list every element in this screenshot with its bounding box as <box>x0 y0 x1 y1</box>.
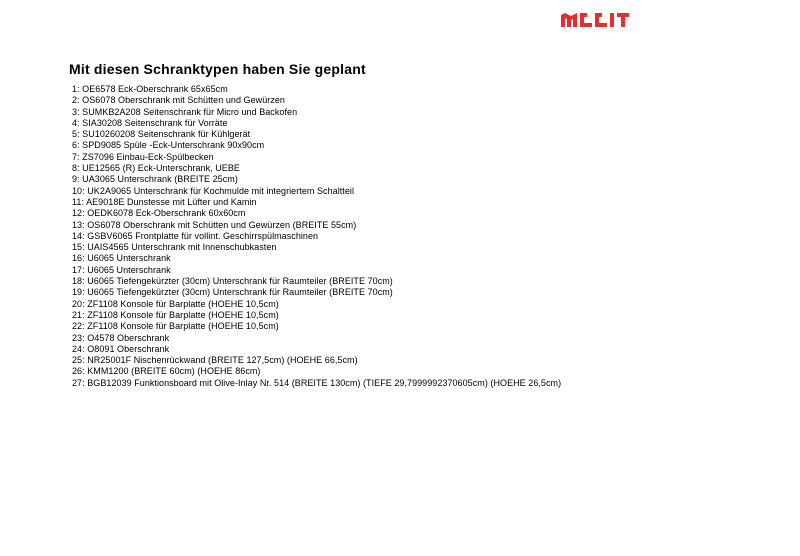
list-item <box>72 299 561 310</box>
list-item <box>72 321 561 332</box>
item-number: 12: <box>72 208 85 219</box>
item-text: UE12565 (R) Eck-Unterschrank, UEBE <box>82 163 240 174</box>
item-text: UAIS4565 Unterschrank mit Innenschubkasten <box>87 242 277 253</box>
item-number: 7: <box>72 151 80 162</box>
item-text: GSBV6065 Frontplatte für vollint. Geschirrspülmaschinen <box>87 230 319 241</box>
item-text: U6065 Unterschrank <box>87 253 171 264</box>
item-text: BGB12039 Funktionsboard mit Olive-Inlay Nr. 514 (BREITE 130cm) (TIEFE 29,7999992370605cm) (HOEHE 26,5cm) <box>87 377 562 388</box>
item-number: 3: <box>72 106 80 117</box>
list-item <box>72 378 561 389</box>
item-text: UK2A9065 Unterschrank für Kochmulde mit integriertem Schaltteil <box>87 185 355 196</box>
item-number: 22: <box>72 321 85 332</box>
item-text: SIA30208 Seitenschrank für Vorräte <box>82 117 228 128</box>
item-text: SPD9085 Spüle -Eck-Unterschrank 90x90cm <box>82 140 265 151</box>
item-text: UA3065 Unterschrank (BREITE 25cm) <box>82 174 238 185</box>
item-number: 15: <box>72 242 85 253</box>
list-item <box>72 344 561 355</box>
item-number: 26: <box>72 366 85 377</box>
item-text: ZF1108 Konsole für Barplatte (HOEHE 10,5cm) <box>87 298 279 309</box>
item-number: 1: <box>72 84 80 94</box>
item-number: 9: <box>72 174 80 185</box>
list-item <box>72 140 561 151</box>
list-item <box>72 253 561 264</box>
item-number: 4: <box>72 117 80 128</box>
item-number: 16: <box>72 253 85 264</box>
list-item <box>72 220 561 231</box>
item-text: SU10260208 Seitenschrank für Kühlgerät <box>82 129 251 140</box>
list-item <box>72 118 561 129</box>
item-number: 21: <box>72 309 85 320</box>
list-item <box>72 107 561 118</box>
list-item <box>72 129 561 140</box>
list-item <box>72 265 561 276</box>
item-number: 18: <box>72 276 85 287</box>
item-text: O8091 Oberschrank <box>87 343 170 354</box>
list-item <box>72 333 561 344</box>
item-number: 19: <box>72 287 85 298</box>
brand-logo-icon <box>561 13 633 27</box>
list-item <box>72 152 561 163</box>
list-item <box>72 95 561 106</box>
item-number: 25: <box>72 355 85 366</box>
page-title: Mit diesen Schranktypen haben Sie geplant <box>69 61 366 77</box>
list-item <box>72 163 561 174</box>
list-item <box>72 84 561 95</box>
item-number: 24: <box>72 343 85 354</box>
item-text: OS6078 Oberschrank mit Schütten und Gewürzen <box>82 95 285 106</box>
item-number: 27: <box>72 377 85 388</box>
item-number: 17: <box>72 264 85 275</box>
item-text: AE9018E Dunstesse mit Lüfter und Kamin <box>86 196 257 207</box>
item-text: U6065 Tiefengekürzter (30cm) Unterschrank für Raumteiler (BREITE 70cm) <box>87 276 393 287</box>
list-item <box>72 208 561 219</box>
item-number: 10: <box>72 185 85 196</box>
item-text: KMM1200 (BREITE 60cm) (HOEHE 86cm) <box>87 366 261 377</box>
item-text: U6065 Unterschrank <box>87 264 171 275</box>
item-text: U6065 Tiefengekürzter (30cm) Unterschrank für Raumteiler (BREITE 70cm) <box>87 287 393 298</box>
list-item <box>72 366 561 377</box>
item-text: O4578 Oberschrank <box>87 332 170 343</box>
list-item <box>72 310 561 321</box>
item-text: SUMKB2A208 Seitenschrank für Micro und Backofen <box>82 106 298 117</box>
item-text: ZS7096 Einbau-Eck-Spülbecken <box>82 151 214 162</box>
item-text: NR25001F Nischenrückwand (BREITE 127,5cm) (HOEHE 66,5cm) <box>87 355 358 366</box>
item-text: OE6578 Eck-Oberschrank 65x65cm <box>82 84 228 94</box>
list-item <box>72 197 561 208</box>
item-text: OEDK6078 Eck-Oberschrank 60x60cm <box>87 208 246 219</box>
item-number: 11: <box>72 196 84 207</box>
item-number: 8: <box>72 163 80 174</box>
cabinet-list <box>72 84 561 389</box>
item-number: 14: <box>72 230 85 241</box>
item-number: 23: <box>72 332 85 343</box>
item-text: OS6078 Oberschrank mit Schütten und Gewürzen (BREITE 55cm) <box>87 219 357 230</box>
item-text: ZF1108 Konsole für Barplatte (HOEHE 10,5cm) <box>87 309 279 320</box>
list-item <box>72 242 561 253</box>
item-number: 6: <box>72 140 80 151</box>
item-number: 20: <box>72 298 85 309</box>
list-item <box>72 174 561 185</box>
list-item <box>72 276 561 287</box>
list-item <box>72 355 561 366</box>
item-number: 2: <box>72 95 80 106</box>
item-number: 5: <box>72 129 80 140</box>
list-item <box>72 287 561 298</box>
item-text: ZF1108 Konsole für Barplatte (HOEHE 10,5cm) <box>87 321 279 332</box>
list-item <box>72 186 561 197</box>
list-item <box>72 231 561 242</box>
item-number: 13: <box>72 219 85 230</box>
